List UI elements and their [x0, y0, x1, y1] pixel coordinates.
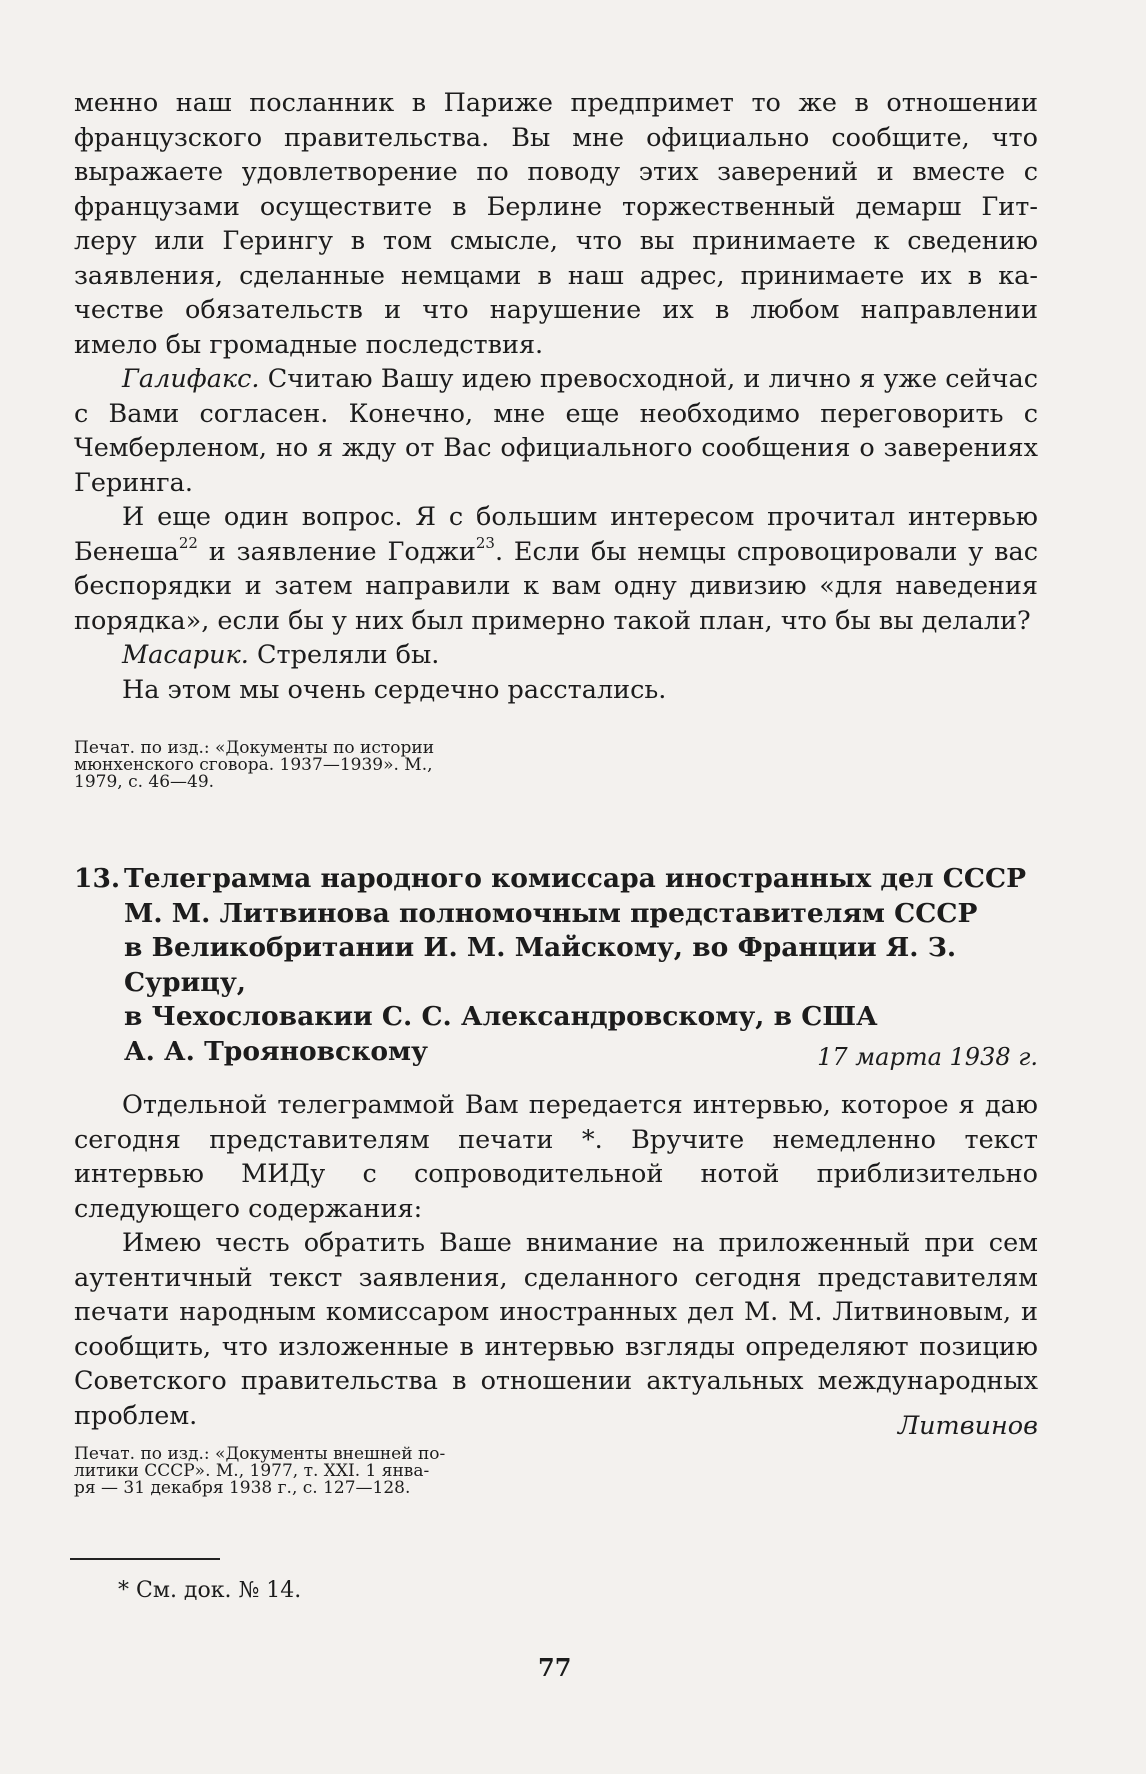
text-line: леру или Герингу в том смысле, что вы принимаете к сведению — [74, 226, 1038, 256]
text-line: менно наш посланник в Париже предпримет то же в отношении — [74, 88, 1038, 118]
halifax-paragraph — [74, 362, 1038, 500]
text-line: французами осуществите в Берлине торжественный демарш Гит- — [74, 191, 1038, 222]
telegram-paragraph-2: Имею честь обратить Ваше внимание на приложенный при сем аутентичный текст заявления, сделанного сегодня представителям печати народным комиссаром иностранных дел М. М. Литвиновым, и сообщить, что изложенные в интервью взгляды определяют позицию Советского правительства в отношении актуальных международных проблем. — [74, 1228, 1038, 1431]
question-text: . Если бы немцы спровоцировали у вас беспорядки и затем направили к вам одну дивизию «для наведения порядка», если бы у них был примерно такой план, что бы вы делали? — [74, 536, 1038, 636]
source-note-1 — [74, 740, 434, 791]
heading-line: А. А. Трояновскому — [124, 1035, 428, 1067]
heading-line — [74, 862, 1044, 897]
speaker-halifax: Галифакс. — [122, 364, 260, 394]
text-line: имело бы громадные последствия. — [74, 329, 544, 360]
document-number: 13. — [74, 863, 121, 894]
heading-line: в Чехословакии С. С. Александровскому, в США — [124, 1001, 878, 1032]
closing-paragraph: На этом мы очень сердечно расстались. — [122, 674, 667, 705]
heading-line: в Великобритании И. М. Майскому, во Франции Я. З. Сурицу, — [124, 932, 957, 998]
text-line: выражаете удовлетворение по поводу этих заверений и вместе с — [74, 157, 1038, 187]
continuation-text — [74, 86, 1038, 707]
question-paragraph — [74, 500, 1038, 638]
source-line: Печат. по изд.: «Документы по истории — [74, 738, 435, 758]
telegram-body — [74, 1088, 1038, 1433]
text-line: честве обязательств и что нарушение их в любом направлении — [74, 295, 1038, 325]
source-line: ря — 31 декабря 1938 г., с. 127—128. — [74, 1478, 411, 1498]
halifax-text: Считаю Вашу идею превосходной, и лично я уже сейчас с Вами согласен. Конечно, мне еще необходимо переговорить с Чемберленом, но я жду от Вас официального сообщения о заверениях Геринга. — [74, 364, 1038, 498]
footnote-ref-23: 23 — [475, 534, 495, 552]
speaker-masaryk: Масарик. — [122, 640, 249, 670]
question-text: И еще один вопрос. Я с большим интересом прочитал интервью Бенеша — [74, 502, 1038, 567]
signature: Литвинов — [897, 1411, 1038, 1441]
document-heading — [74, 862, 1044, 1069]
telegram-paragraph-1 — [74, 1088, 1038, 1226]
heading-line: М. М. Литвинова полномочным представителям СССР — [124, 897, 978, 929]
source-line: Печат. по изд.: «Документы внешней по- — [74, 1444, 446, 1464]
source-line: литики СССР». М., 1977, т. XXI. 1 янва- — [74, 1461, 430, 1481]
document-date: 17 марта 1938 г. — [817, 1043, 1038, 1071]
footnote-mark: * — [581, 1124, 595, 1155]
footnote-divider — [70, 1558, 220, 1560]
footnote: * См. док. № 14. — [118, 1578, 302, 1603]
text-line: заявления, сделанные немцами в наш адрес, принимаете их в ка- — [74, 260, 1038, 291]
source-note-2 — [74, 1446, 445, 1497]
text-line: французского правительства. Вы мне официально сообщите, что — [74, 122, 1038, 153]
question-text: и заявление Годжи — [197, 536, 476, 567]
source-line: мюнхенского сговора. 1937—1939». М., — [74, 755, 433, 775]
source-line: 1979, с. 46—49. — [74, 772, 215, 792]
paragraph-text: . Вручите немедленно текст интервью МИДу с сопроводительной нотой приблизительно следующего содержания: — [74, 1124, 1038, 1224]
heading-text: Телеграмма народного комиссара иностранных дел СССР — [124, 863, 1026, 894]
masaryk-text: Стреляли бы. — [248, 640, 440, 670]
footnote-ref-22: 22 — [178, 534, 198, 552]
page-number: 77 — [538, 1653, 572, 1682]
masaryk-paragraph — [74, 638, 1038, 673]
paragraph-text: Отдельной телеграммой Вам передается интервью, которое я даю сегодня представителям печати — [74, 1090, 1038, 1155]
